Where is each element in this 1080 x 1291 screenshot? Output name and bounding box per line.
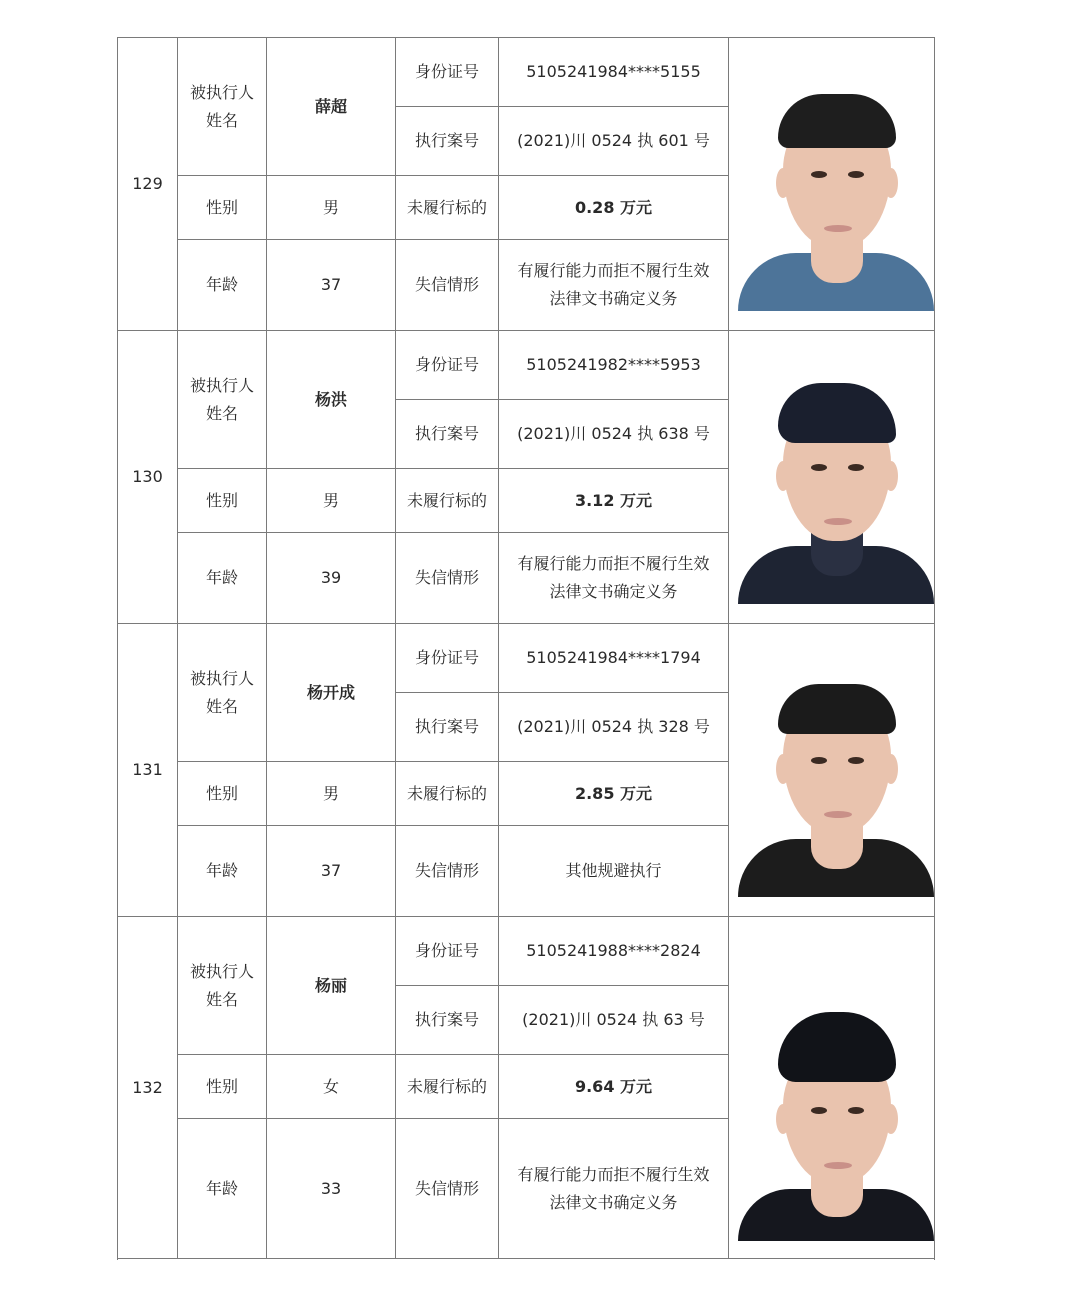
photo-mouth-shape bbox=[824, 225, 852, 232]
record-index: 132 bbox=[118, 917, 178, 1259]
label-case-number: 执行案号 bbox=[396, 107, 499, 176]
label-debtor-name-line2: 姓名 bbox=[205, 110, 238, 130]
case-number-value: (2021)川 0524 执 638 号 bbox=[499, 400, 729, 469]
label-dishonesty-type: 失信情形 bbox=[396, 240, 499, 331]
label-age: 年龄 bbox=[178, 240, 267, 331]
debtor-photo-cell bbox=[729, 331, 935, 624]
label-debtor-name-line2: 姓名 bbox=[205, 403, 238, 423]
label-dishonesty-type: 失信情形 bbox=[396, 1119, 499, 1259]
label-debtor-name bbox=[178, 917, 267, 1055]
label-gender: 性别 bbox=[178, 176, 267, 240]
label-debtor-name bbox=[178, 38, 267, 176]
dishonesty-type-line2: 法律文书确定义务 bbox=[549, 1192, 678, 1212]
case-number-value: (2021)川 0524 执 63 号 bbox=[499, 986, 729, 1055]
photo-hair-shape bbox=[778, 684, 896, 734]
unpaid-amount-value: 2.85 万元 bbox=[499, 762, 729, 826]
label-debtor-name bbox=[178, 331, 267, 469]
id-number-value: 5105241988****2824 bbox=[499, 917, 729, 986]
dishonesty-type-value bbox=[499, 826, 729, 917]
debtor-roster-sheet bbox=[117, 37, 934, 1259]
debtor-photo-cell bbox=[729, 917, 935, 1259]
label-unpaid-amount: 未履行标的 bbox=[396, 762, 499, 826]
id-number-value: 5105241984****5155 bbox=[499, 38, 729, 107]
dishonesty-type-line1: 有履行能力而拒不履行生效 bbox=[517, 1164, 710, 1184]
debtor-photo-cell bbox=[729, 38, 935, 331]
age-value: 39 bbox=[267, 533, 396, 624]
debtor-photo-cell bbox=[729, 624, 935, 917]
case-number-value: (2021)川 0524 执 601 号 bbox=[499, 107, 729, 176]
age-value: 37 bbox=[267, 240, 396, 331]
dishonesty-type-value bbox=[499, 533, 729, 624]
photo-mouth-shape bbox=[824, 1162, 852, 1169]
photo-mouth-shape bbox=[824, 811, 852, 818]
debtor-photo bbox=[738, 361, 934, 604]
gender-value: 男 bbox=[267, 469, 396, 533]
label-unpaid-amount: 未履行标的 bbox=[396, 469, 499, 533]
id-number-value: 5105241984****1794 bbox=[499, 624, 729, 693]
debtor-roster-table bbox=[117, 37, 935, 1259]
debtor-photo bbox=[738, 654, 934, 897]
label-case-number: 执行案号 bbox=[396, 986, 499, 1055]
label-debtor-name-line1: 被执行人 bbox=[189, 668, 254, 688]
label-debtor-name bbox=[178, 624, 267, 762]
label-age: 年龄 bbox=[178, 1119, 267, 1259]
photo-eye-shape bbox=[811, 757, 827, 764]
record-index: 131 bbox=[118, 624, 178, 917]
label-id-number: 身份证号 bbox=[396, 38, 499, 107]
debtor-name-value: 杨丽 bbox=[267, 917, 396, 1055]
photo-mouth-shape bbox=[824, 518, 852, 525]
debtor-name-value: 杨开成 bbox=[267, 624, 396, 762]
record-129-row-id bbox=[118, 38, 935, 107]
label-case-number: 执行案号 bbox=[396, 693, 499, 762]
label-id-number: 身份证号 bbox=[396, 624, 499, 693]
debtor-photo bbox=[738, 68, 934, 311]
gender-value: 男 bbox=[267, 176, 396, 240]
debtor-photo bbox=[738, 954, 934, 1241]
id-number-value: 5105241982****5953 bbox=[499, 331, 729, 400]
unpaid-amount-value: 0.28 万元 bbox=[499, 176, 729, 240]
case-number-value: (2021)川 0524 执 328 号 bbox=[499, 693, 729, 762]
label-age: 年龄 bbox=[178, 533, 267, 624]
photo-hair-shape bbox=[778, 1012, 896, 1082]
unpaid-amount-value: 3.12 万元 bbox=[499, 469, 729, 533]
dishonesty-type-line1: 有履行能力而拒不履行生效 bbox=[517, 261, 710, 280]
age-value: 33 bbox=[267, 1119, 396, 1259]
record-index: 130 bbox=[118, 331, 178, 624]
gender-value: 女 bbox=[267, 1055, 396, 1119]
photo-eye-shape bbox=[848, 757, 864, 764]
label-debtor-name-line1: 被执行人 bbox=[189, 961, 254, 981]
photo-eye-shape bbox=[811, 464, 827, 471]
debtor-name-value: 薛超 bbox=[267, 38, 396, 176]
age-value: 37 bbox=[267, 826, 396, 917]
debtor-name-value: 杨洪 bbox=[267, 331, 396, 469]
record-132-row-id bbox=[118, 917, 935, 986]
dishonesty-type-line2: 法律文书确定义务 bbox=[549, 289, 678, 308]
label-dishonesty-type: 失信情形 bbox=[396, 533, 499, 624]
photo-hair-shape bbox=[778, 383, 896, 443]
label-age: 年龄 bbox=[178, 826, 267, 917]
photo-eye-shape bbox=[848, 1107, 864, 1114]
label-case-number: 执行案号 bbox=[396, 400, 499, 469]
unpaid-amount-value: 9.64 万元 bbox=[499, 1055, 729, 1119]
label-debtor-name-line2: 姓名 bbox=[205, 989, 238, 1009]
record-131-row-id bbox=[118, 624, 935, 693]
label-gender: 性别 bbox=[178, 1055, 267, 1119]
record-130-row-id bbox=[118, 331, 935, 400]
record-index: 129 bbox=[118, 38, 178, 331]
label-dishonesty-type: 失信情形 bbox=[396, 826, 499, 917]
label-gender: 性别 bbox=[178, 762, 267, 826]
dishonesty-type-line1: 其他规避执行 bbox=[565, 861, 662, 880]
label-debtor-name-line2: 姓名 bbox=[205, 696, 238, 716]
dishonesty-type-line2: 法律文书确定义务 bbox=[549, 582, 678, 601]
label-unpaid-amount: 未履行标的 bbox=[396, 176, 499, 240]
photo-hair-shape bbox=[778, 94, 896, 148]
label-id-number: 身份证号 bbox=[396, 917, 499, 986]
dishonesty-type-value bbox=[499, 240, 729, 331]
photo-eye-shape bbox=[848, 171, 864, 178]
photo-eye-shape bbox=[811, 171, 827, 178]
label-gender: 性别 bbox=[178, 469, 267, 533]
dishonesty-type-value bbox=[499, 1119, 729, 1259]
dishonesty-type-line1: 有履行能力而拒不履行生效 bbox=[517, 554, 710, 573]
label-debtor-name-line1: 被执行人 bbox=[189, 375, 254, 395]
label-id-number: 身份证号 bbox=[396, 331, 499, 400]
photo-eye-shape bbox=[848, 464, 864, 471]
label-debtor-name-line1: 被执行人 bbox=[189, 82, 254, 102]
label-unpaid-amount: 未履行标的 bbox=[396, 1055, 499, 1119]
gender-value: 男 bbox=[267, 762, 396, 826]
photo-eye-shape bbox=[811, 1107, 827, 1114]
